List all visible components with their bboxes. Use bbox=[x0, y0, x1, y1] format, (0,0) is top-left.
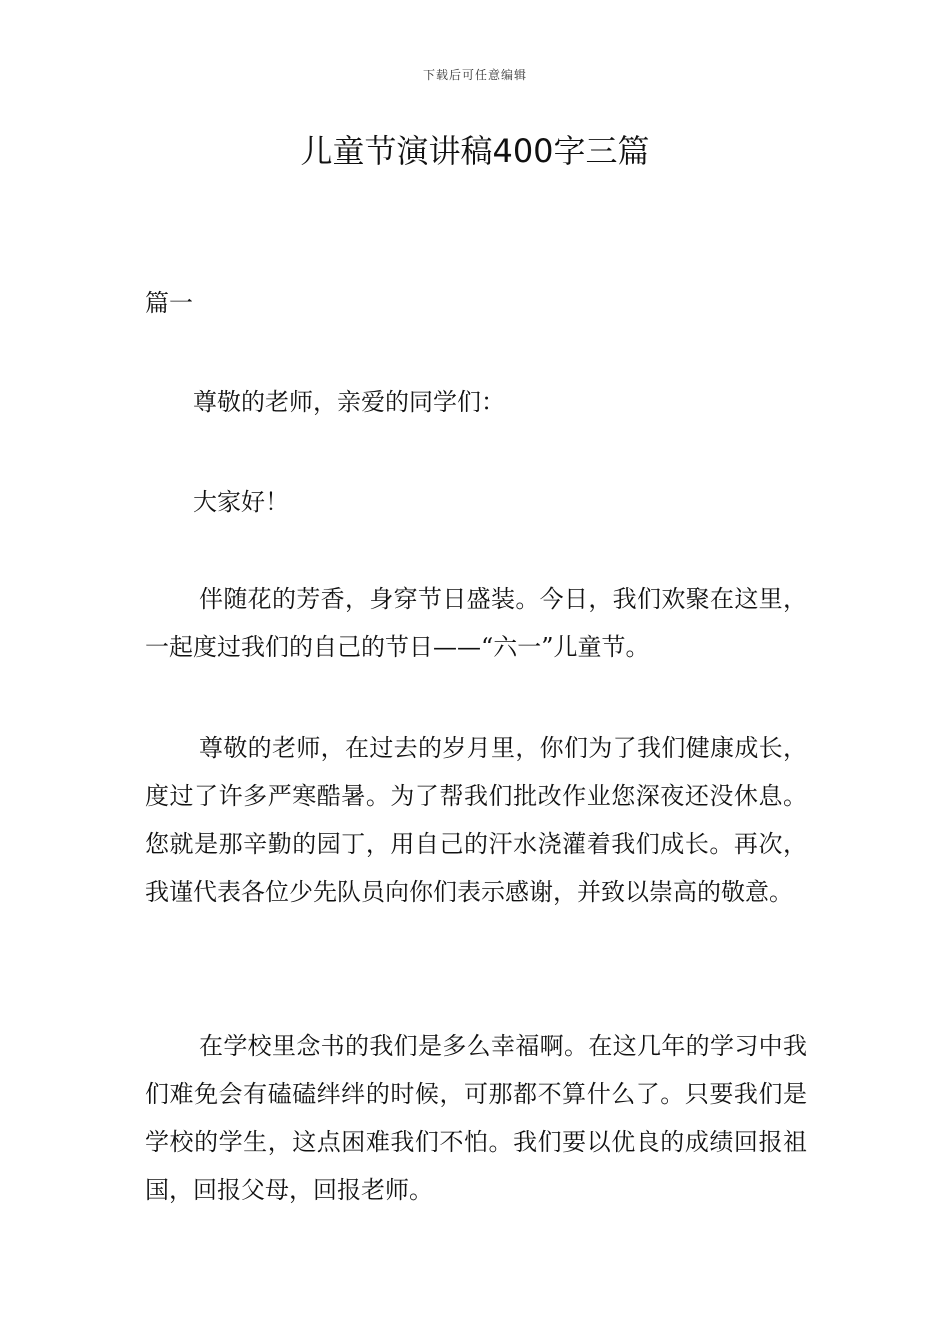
document-title: 儿童节演讲稿400字三篇 bbox=[300, 132, 650, 170]
paragraph-1: 伴随花的芳香，身穿节日盛装。今日，我们欢聚在这里，一起度过我们的自己的节日——“六一”儿童节。 bbox=[145, 585, 807, 661]
page-header-note: 下载后可任意编辑 bbox=[422, 68, 527, 82]
paragraph-2: 尊敬的老师，在过去的岁月里，你们为了我们健康成长，度过了许多严寒酷暑。为了帮我们批改作业您深夜还没休息。您就是那辛勤的园丁，用自己的汗水浇灌着我们成长。再次，我谨代表各位少先队员向你们表示感谢，并致以崇高的敬意。 bbox=[145, 734, 807, 906]
section-label: 篇一 bbox=[145, 289, 193, 317]
salutation: 尊敬的老师，亲爱的同学们： bbox=[193, 388, 505, 416]
paragraph-3: 在学校里念书的我们是多么幸福啊。在这几年的学习中我们难免会有磕磕绊绊的时候，可那都不算什么了。只要我们是学校的学生，这点困难我们不怕。我们要以优良的成绩回报祖国，回报父母，回报老师。 bbox=[145, 1032, 807, 1204]
greeting: 大家好！ bbox=[193, 488, 289, 516]
